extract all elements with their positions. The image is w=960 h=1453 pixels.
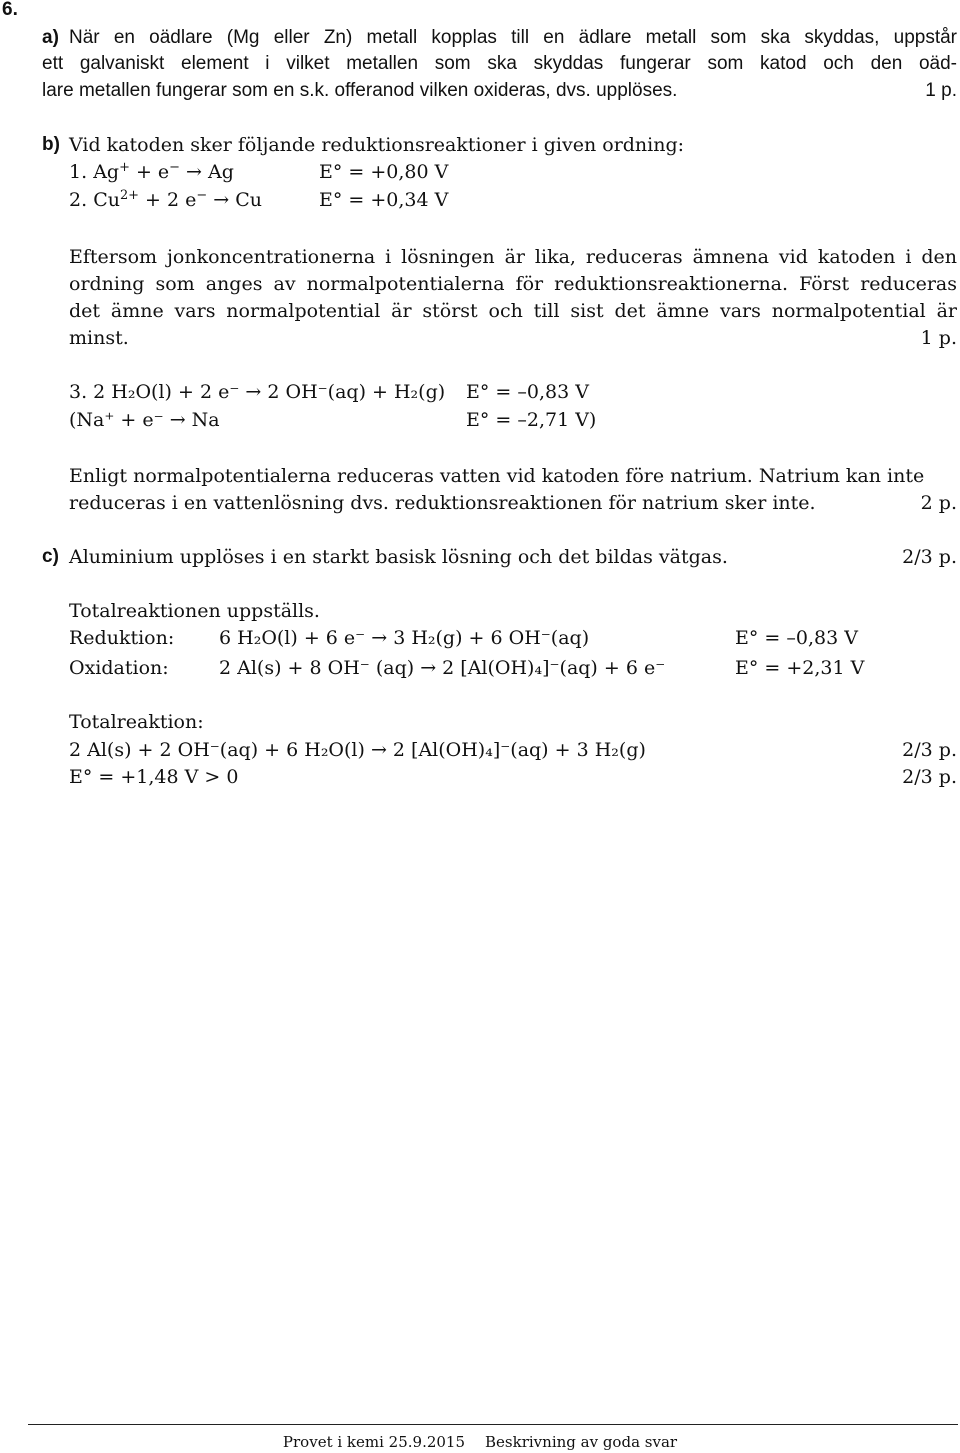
part-a-line-2: ett galvaniskt element i vilket metallen som ska skyddas fungerar som katod och den oäd-: [42, 53, 957, 74]
part-b-points-1: 1 p.: [920, 327, 957, 349]
reaction-3-potential: E° = –0,83 V: [466, 381, 589, 403]
part-b-label: b): [42, 134, 60, 155]
reaction-2-potential: E° = +0,34 V: [319, 189, 449, 211]
reaction-2-ion: Cu: [93, 189, 120, 211]
reduction-equation: 6 H₂O(l) + 6 e⁻ → 3 H₂(g) + 6 OH⁻(aq): [219, 627, 590, 649]
reaction-1: [69, 158, 234, 186]
reaction-3: 3. 2 H₂O(l) + 2 e⁻ → 2 OH⁻(aq) + H₂(g): [69, 381, 446, 403]
footer-divider: [28, 1424, 958, 1425]
part-a-points: 1 p.: [925, 80, 957, 101]
reaction-1-potential: E° = +0,80 V: [319, 161, 449, 183]
part-b-conclusion-line-1: Enligt normalpotentialerna reduceras vatten vid katoden före natrium. Natrium kan inte: [69, 465, 925, 487]
reaction-1-charge: +: [119, 159, 130, 175]
oxidation-equation: 2 Al(s) + 8 OH⁻ (aq) → 2 [Al(OH)₄]⁻(aq) + 6 e⁻: [219, 657, 666, 679]
reaction-2-number: 2.: [69, 189, 88, 211]
part-b-paragraph-line-2: ordning som anges av normalpotentialerna för reduktionsreaktionerna. Först reduceras: [69, 273, 957, 295]
reaction-2-product: → Cu: [207, 189, 262, 211]
reaction-1-ion: Ag: [93, 161, 120, 183]
total-label: Totalreaktion:: [69, 711, 204, 733]
reduction-label: Reduktion:: [69, 627, 175, 649]
reaction-1-electron-charge: −: [169, 159, 180, 175]
cell-potential: E° = +1,48 V > 0: [69, 766, 239, 788]
question-number: 6.: [2, 0, 18, 20]
part-c-text: Aluminium upplöses i en starkt basisk lösning och det bildas vätgas.: [69, 546, 728, 568]
reaction-2-rest: + 2 e: [139, 189, 197, 211]
footer-description: Beskrivning av goda svar: [485, 1433, 678, 1451]
total-equation: 2 Al(s) + 2 OH⁻(aq) + 6 H₂O(l) → 2 [Al(OH)₄]⁻(aq) + 3 H₂(g): [69, 739, 646, 761]
reaction-1-number: 1.: [69, 161, 88, 183]
part-c-points-1: 2/3 p.: [902, 546, 957, 568]
part-b-paragraph-line-1: Eftersom jonkoncentrationerna i lösningen är lika, reduceras ämnena vid katoden i den: [69, 246, 957, 268]
reaction-2-electron-charge: −: [196, 187, 208, 203]
footer-exam-title: Provet i kemi 25.9.2015: [282, 1433, 466, 1451]
part-b-points-2: 2 p.: [920, 492, 957, 514]
part-c-points-3: 2/3 p.: [902, 766, 957, 788]
part-b-intro: Vid katoden sker följande reduktionsreaktioner i given ordning:: [69, 134, 685, 156]
part-c-points-2: 2/3 p.: [902, 739, 957, 761]
reaction-2: [69, 186, 262, 214]
reduction-potential: E° = –0,83 V: [735, 627, 858, 649]
oxidation-label: Oxidation:: [69, 657, 169, 679]
reaction-1-product: → Ag: [179, 161, 234, 183]
part-b-conclusion-line-2: reduceras i en vattenlösning dvs. reduktionsreaktionen för natrium sker inte.: [69, 492, 816, 514]
footer: [0, 1432, 960, 1452]
reaction-4-potential: E° = –2,71 V): [466, 409, 597, 431]
part-a-label: a): [42, 27, 59, 48]
part-c-label: c): [42, 546, 59, 567]
reaction-2-charge: 2+: [119, 187, 139, 203]
part-b-paragraph-line-4: minst.: [69, 327, 129, 349]
reaction-1-rest: + e: [129, 161, 170, 183]
reaction-4: (Na⁺ + e⁻ → Na: [69, 409, 220, 431]
part-a-line-3: lare metallen fungerar som en s.k. offeranod vilken oxideras, dvs. upplöses.: [42, 80, 678, 101]
total-intro: Totalreaktionen uppställs.: [69, 600, 320, 622]
oxidation-potential: E° = +2,31 V: [735, 657, 865, 679]
part-b-paragraph-line-3: det ämne vars normalpotential är störst och till sist det ämne vars normalpotential är: [69, 300, 957, 322]
part-a-line-1: När en oädlare (Mg eller Zn) metall kopplas till en ädlare metall som ska skyddas, uppstår: [69, 27, 957, 48]
